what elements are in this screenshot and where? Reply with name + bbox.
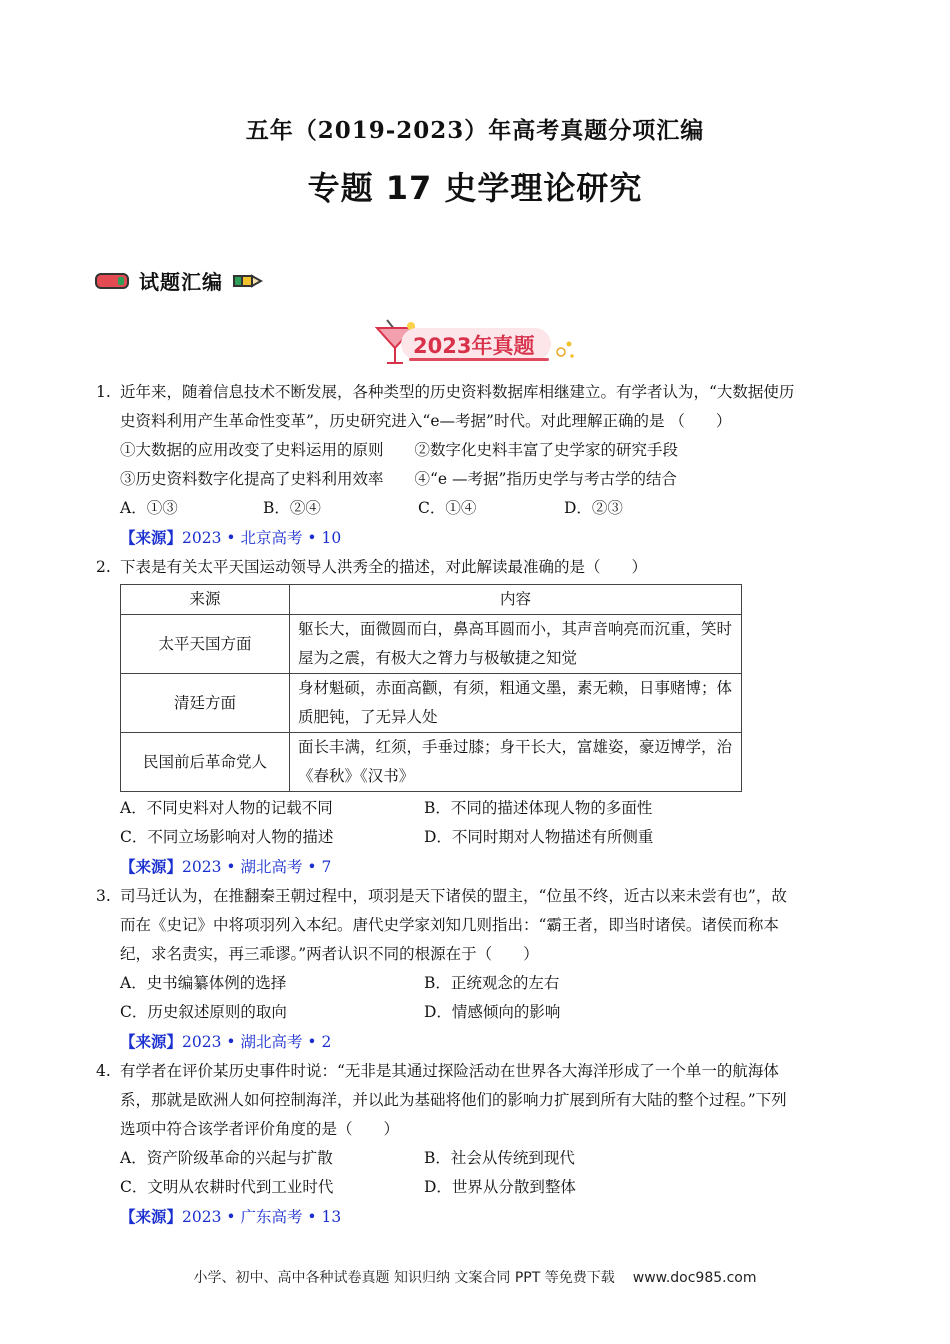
question-3 [96,882,860,1057]
question-stem-line: 选项中符合该学者评价角度的是（ ） [120,1120,400,1138]
year-badge [373,318,583,370]
option-b[interactable]: B．不同的描述体现人物的多面性 [424,799,653,817]
table-header: 内容 [290,585,742,615]
pencil-icon [233,273,263,289]
option-a[interactable]: A．不同史料对人物的记载不同 [120,799,333,817]
statement-line: ③历史资料数字化提高了史料利用效率 ④“e —考据”指历史学与考古学的结合 [120,470,677,488]
question-stem-line: 下表是有关太平天国运动领导人洪秀全的描述，对此解读最准确的是（ ） [120,558,648,576]
table-cell-content: 面长丰满，红须，手垂过膝；身干长大，富雄姿，豪迈博学，治《春秋》《汉书》 [290,733,742,792]
question-number: 2. [96,558,111,576]
option-a[interactable]: A．资产阶级革命的兴起与扩散 [120,1149,333,1167]
question-stem-line: 近年来，随着信息技术不断发展，各种类型的历史资料数据库相继建立。有学者认为，“大数据使历 [120,383,795,401]
source-line [120,523,860,553]
statement-line: ①大数据的应用改变了史料运用的原则 ②数字化史料丰富了史学家的研究手段 [120,441,679,459]
question-4 [96,1057,860,1232]
option-b[interactable]: B．②④ [263,499,321,517]
source-line [120,852,860,882]
table-cell-content: 身材魁硕，赤面高颧，有须，粗通文墨，素无赖，日事赌博；体质肥钝，了无异人处 [290,674,742,733]
source-value: 2023 • 湖北高考 • 2 [182,1033,332,1051]
question-list [96,378,860,1232]
table-header: 来源 [121,585,290,615]
option-b[interactable]: B．正统观念的左右 [424,974,560,992]
option-d[interactable]: D．②③ [564,499,623,517]
question-2 [96,553,860,882]
source-line [120,1027,860,1057]
question-stem-line: 纪，求名责实，再三乖谬。”两者认识不同的根源在于（ ） [120,945,539,963]
table-cell-source: 清廷方面 [121,674,290,733]
source-value: 2023 • 湖北高考 • 7 [182,858,332,876]
topic-title: 专题 17 史学理论研究 [307,169,643,207]
option-c[interactable]: C．历史叙述原则的取向 [120,1003,287,1021]
option-c[interactable]: C．不同立场影响对人物的描述 [120,828,334,846]
options-row [120,998,860,1027]
section-label [95,266,263,295]
source-bracket: 【来源】 [120,1207,183,1226]
question-stem-line: 系，那就是欧洲人如何控制海洋，并以此为基础将他们的影响力扩展到所有大陆的整个过程。”下列 [120,1091,787,1109]
badge-label: 2023年真题 [413,334,535,358]
question-stem-line: 史资料利用产生革命性变革”，历史研究进入“e—考据”时代。对此理解正确的是 （ ） [120,412,732,430]
question-number: 4. [96,1062,111,1080]
table-cell-source: 太平天国方面 [121,615,290,674]
table-cell-source: 民国前后革命党人 [121,733,290,792]
source-value: 2023 • 北京高考 • 10 [182,529,342,547]
description-table [120,584,742,792]
table-header-row [121,585,742,615]
options-row [120,823,860,852]
option-a[interactable]: A．史书编纂体例的选择 [120,974,287,992]
page-footer [0,1267,950,1287]
source-bracket: 【来源】 [120,857,183,876]
options-row [120,794,860,823]
option-b[interactable]: B．社会从传统到现代 [424,1149,575,1167]
series-title: 五年（2019-2023）年高考真题分项汇编 [245,117,705,144]
question-number: 3. [96,887,111,905]
table-row [121,615,742,674]
badge-underline [409,358,549,361]
question-stem-line: 司马迁认为，在推翻秦王朝过程中，项羽是天下诸侯的盟主，“位虽不终，近古以来未尝有也”，故 [120,887,787,905]
option-a[interactable]: A．①③ [120,499,178,517]
bubbles-icon [555,332,577,362]
options-row [120,1144,860,1173]
table-row [121,733,742,792]
option-d[interactable]: D．不同时期对人物描述有所侧重 [424,828,654,846]
source-bracket: 【来源】 [120,1032,183,1051]
footer-text: 小学、初中、高中各种试卷真题 知识归纳 文案合同 PPT 等免费下载 [193,1270,615,1286]
question-number: 1. [96,383,111,401]
options-row [120,494,860,523]
option-c[interactable]: C．①④ [418,499,477,517]
pill-icon [95,273,129,289]
table-cell-content: 躯长大，面微圆而白，鼻高耳圆而小，其声音响亮而沉重，笑时屋为之震，有极大之膂力与极敏捷之知觉 [290,615,742,674]
question-stem-line: 而在《史记》中将项羽列入本纪。唐代史学家刘知几则指出：“霸王者，即当时诸侯。诸侯而称本 [120,916,779,934]
source-line [120,1202,860,1232]
table-row [121,674,742,733]
options-row [120,1173,860,1202]
options-row [120,969,860,998]
option-c[interactable]: C．文明从农耕时代到工业时代 [120,1178,334,1196]
source-value: 2023 • 广东高考 • 13 [182,1208,342,1226]
source-bracket: 【来源】 [120,528,183,547]
option-d[interactable]: D．世界从分散到整体 [424,1178,576,1196]
footer-url[interactable]: www.doc985.com [632,1270,757,1286]
question-stem-line: 有学者在评价某历史事件时说：“无非是其通过探险活动在世界各大海洋形成了一个单一的航海体 [120,1062,779,1080]
question-1 [96,378,860,553]
section-label-text: 试题汇编 [139,270,223,294]
option-d[interactable]: D．情感倾向的影响 [424,1003,561,1021]
